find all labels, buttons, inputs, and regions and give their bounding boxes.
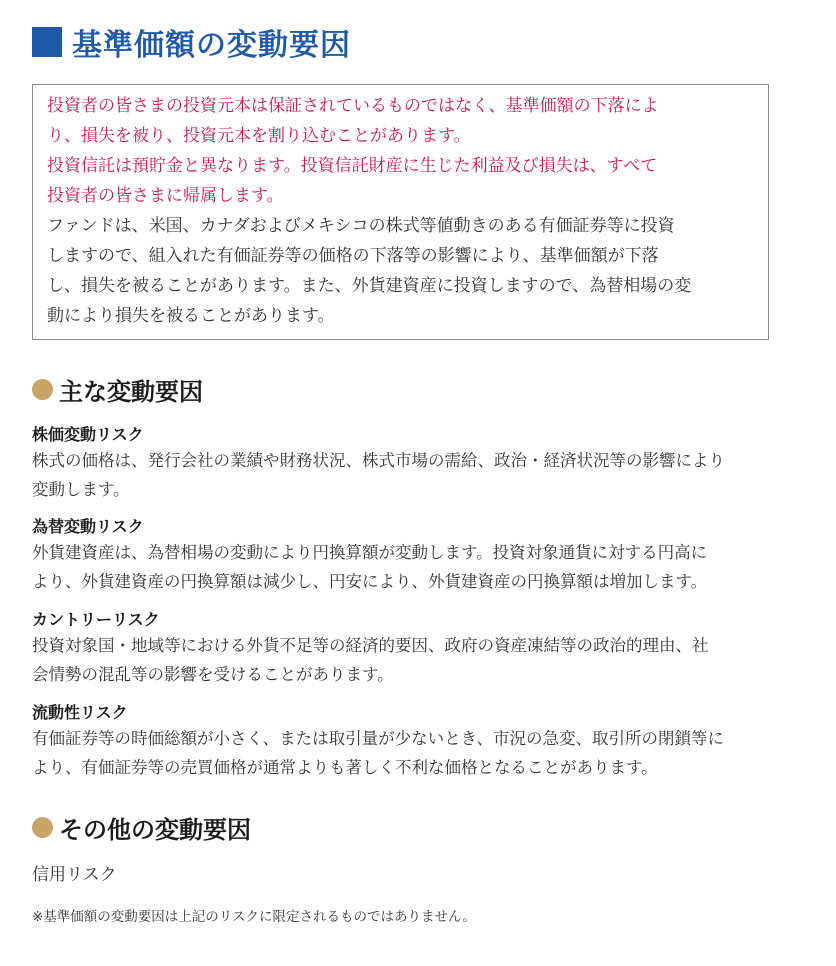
notice-red-line: 投資信託は預貯金と異なります。投資信託財産に生じた利益及び損失は、すべて [47,156,658,176]
risk-description-line: 外貨建資産は、為替相場の変動により円換算額が変動します。投資対象通貨に対する円高に [32,543,708,562]
risk-name: 株価変動リスク [32,425,144,444]
risk-description-line: より、有価証券等の売買価格が通常よりも著しく不利な価格となることがあります。 [32,758,658,777]
notice-body-line: し、損失を被ることがあります。また、外貨建資産に投資しますので、為替相場の変 [47,276,692,296]
other-risk-item: 信用リスク [32,865,117,885]
other-factors-heading: その他の変動要因 [59,815,251,844]
main-factors-heading-row [32,372,203,406]
risk-description-line: 変動します。 [32,480,130,499]
risk-description-line: 会情勢の混乱等の影響を受けることがあります。 [32,665,394,684]
risk-name: 為替変動リスク [32,517,144,536]
page-title-row [32,20,351,64]
main-factors-heading: 主な変動要因 [59,377,203,406]
risk-description-line: 株式の価格は、発行会社の業績や財務状況、株式市場の需給、政治・経済状況等の影響により [32,451,725,470]
notice-red-line: り、損失を被り、投資元本を割り込むことがあります。 [47,126,471,146]
risk-item-country [32,609,792,689]
page-title: 基準価額の変動要因 [72,28,351,63]
notice-body-line: 動により損失を被ることがあります。 [47,306,335,326]
other-factors-heading-row [32,810,251,844]
notice-red-line: 投資者の皆さまに帰属します。 [47,186,284,206]
footnote: ※基準価額の変動要因は上記のリスクに限定されるものではありません。 [32,909,476,925]
risk-name: 流動性リスク [32,703,128,722]
notice-red-line: 投資者の皆さまの投資元本は保証されているものではなく、基準価額の下落によ [47,96,659,116]
risk-item-stock-price [32,424,792,504]
risk-name: カントリーリスク [32,610,160,629]
notice-body-line: ファンドは、米国、カナダおよびメキシコの株式等値動きのある有価証券等に投資 [47,216,675,236]
risk-description-line: 有価証券等の時価総額が小さく、または取引量が少ないとき、市況の急変、取引所の閉鎖等に [32,729,725,748]
notice-body-line: しますので、組入れた有価証券等の価格の下落等の影響により、基準価額が下落 [47,246,659,266]
risk-item-liquidity [32,702,792,782]
title-square-marker [32,27,62,57]
gold-bullet-icon [32,379,53,400]
risk-description-line: 投資対象国・地域等における外貨不足等の経済的要因、政府の資産凍結等の政治的理由、社 [32,636,709,655]
warning-notice-box [32,84,769,340]
gold-bullet-icon [32,817,53,838]
risk-description-line: より、外貨建資産の円換算額は減少し、円安により、外貨建資産の円換算額は増加します。 [32,572,708,591]
risk-item-exchange-rate [32,516,792,596]
